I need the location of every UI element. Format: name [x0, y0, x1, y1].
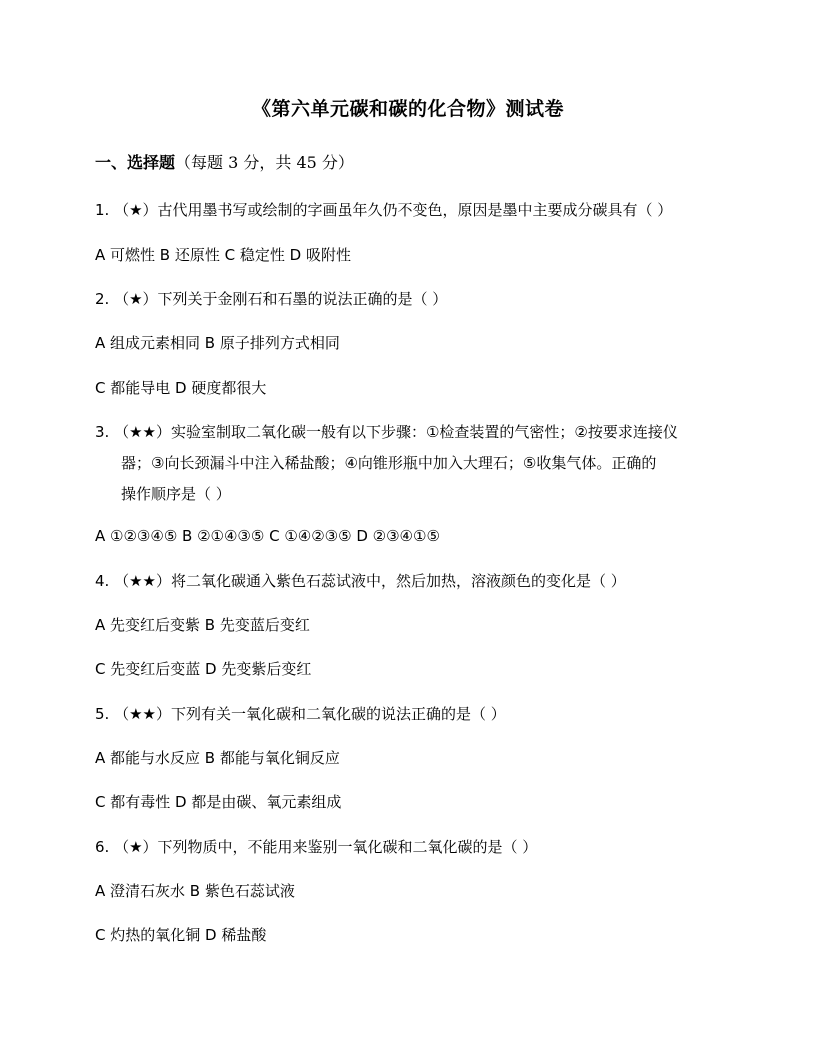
question-2-options-cd: C 都能导电 D 硬度都很大: [95, 379, 267, 397]
question-2-options-ab: A 组成元素相同 B 原子排列方式相同: [95, 334, 340, 352]
question-4-options-ab: A 先变红后变紫 B 先变蓝后变红: [95, 616, 310, 634]
question-3-options: A ①②③④⑤ B ②①④③⑤ C ①④②③⑤ D ②③④①⑤: [95, 527, 440, 545]
question-1-options: A 可燃性 B 还原性 C 稳定性 D 吸附性: [95, 246, 351, 264]
question-3-stem-line-1: 3. （★★）实验室制取二氧化碳一般有以下步骤：①检查装置的气密性；②按要求连接仪: [95, 423, 678, 441]
section-heading: [95, 150, 354, 173]
section-heading-label: 一、选择题: [95, 153, 176, 172]
question-3-stem-line-3: 操作顺序是（ ）: [121, 485, 231, 503]
page-title: 《第六单元碳和碳的化合物》测试卷: [251, 98, 564, 120]
question-5-stem: 5. （★★）下列有关一氧化碳和二氧化碳的说法正确的是（ ）: [95, 705, 506, 723]
question-1-stem: 1. （★）古代用墨书写或绘制的字画虽年久仍不变色，原因是墨中主要成分碳具有（ ）: [95, 201, 673, 219]
question-6-stem: 6. （★）下列物质中，不能用来鉴别一氧化碳和二氧化碳的是（ ）: [95, 838, 538, 856]
question-2-stem: 2. （★）下列关于金刚石和石墨的说法正确的是（ ）: [95, 290, 448, 308]
question-6-options-cd: C 灼热的氧化铜 D 稀盐酸: [95, 926, 267, 944]
question-4-options-cd: C 先变红后变蓝 D 先变紫后变红: [95, 660, 312, 678]
section-heading-note: （每题 3 分，共 45 分）: [175, 153, 354, 172]
question-5-options-cd: C 都有毒性 D 都是由碳、氧元素组成: [95, 793, 342, 811]
question-5-options-ab: A 都能与水反应 B 都能与氧化铜反应: [95, 749, 340, 767]
question-4-stem: 4. （★★）将二氧化碳通入紫色石蕊试液中，然后加热，溶液颜色的变化是（ ）: [95, 572, 626, 590]
question-6-options-ab: A 澄清石灰水 B 紫色石蕊试液: [95, 882, 295, 900]
question-3-stem-line-2: 器；③向长颈漏斗中注入稀盐酸；④向锥形瓶中加入大理石；⑤收集气体。正确的: [121, 454, 657, 472]
